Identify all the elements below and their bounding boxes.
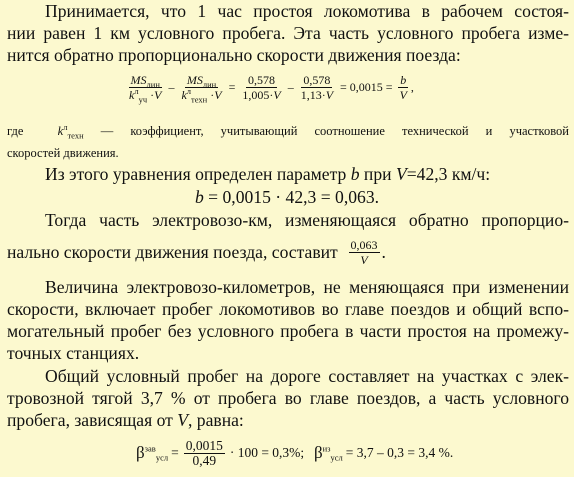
- formula-b-value: b = 0,0015 · 42,3 = 0,063.: [194, 187, 380, 207]
- formula-speed-ratio: $\frac{MS_{лин}}{k^л_{уч} \cdot V}$ – $\frac{MS_{лин}}{k^л_{техн} \cdot V}$ = $\frac{0,578}{1,005\cdot V}$ – $\frac{0,578}{1,13\cdot V}$ = 0,0015 = $\frac{b}{V}$ ,: [129, 72, 414, 104]
- text-line: могательный пробег без условного пробега в части простоя на промежу-: [7, 321, 569, 341]
- fraction: $\frac{b}{V}$: [399, 72, 407, 102]
- text-line: нии равен 1 км условного пробега. Эта часть условного пробега изме-: [7, 23, 569, 43]
- text-line: нится обратно пропорционально скорости движения поезда:: [7, 45, 461, 65]
- text-line: точных станциях.: [7, 343, 140, 363]
- text-line: Принимается, что 1 час простоя локомотива в рабочем состоя-: [45, 1, 569, 21]
- fraction: $\frac{MS_{лин}}{k^л_{уч} \cdot V}$: [129, 72, 162, 104]
- text-line: Величина электровозо-километров, не меняющаяся при изменении: [45, 277, 569, 297]
- fraction: $\frac{0,063}{V}$: [350, 237, 378, 267]
- text-line: Из этого уравнения определен параметр b при V=42,3 км/ч:: [45, 164, 491, 184]
- text-line: тровозной тягой 3,7 % от пробега во главе поездов, а часть условного: [7, 388, 569, 408]
- fraction: $\frac{0,578}{1,005\cdot V}$: [242, 72, 281, 102]
- text-line: Тогда часть электровозо-км, изменяющаяся обратно пропорцио-: [45, 210, 569, 230]
- text-line: нально скорости движения поезда, составит $\frac{0,063}{V}$ .: [7, 237, 386, 267]
- fraction: $\frac{0,578}{1,13\cdot V}$: [300, 72, 334, 102]
- formula-beta: β $^{зав}_{усл}$ = $\frac{0,0015}{0,49}$ · 100 = 0,3%; β $^{из}_{усл}$ = 3,7 – 0,3 = 3,4 %.: [136, 437, 454, 468]
- note-line: где $k^л_{техн}$ — коэффициент, учитывающий соотношение технической и участковой: [7, 121, 569, 141]
- fraction: $\frac{MS_{лин}}{k^л_{техн} \cdot V}$: [181, 72, 222, 104]
- note-line: скоростей движения.: [7, 146, 119, 160]
- text-line: скорости, включает пробег локомотивов во главе поездов и общий вспо-: [7, 299, 569, 319]
- text-line: пробега, зависящая от V, равна:: [7, 410, 244, 430]
- text-line: Общий условный пробег на дороге составляет на участках с элек-: [45, 366, 569, 386]
- fraction: $\frac{0,0015}{0,49}$: [185, 437, 223, 468]
